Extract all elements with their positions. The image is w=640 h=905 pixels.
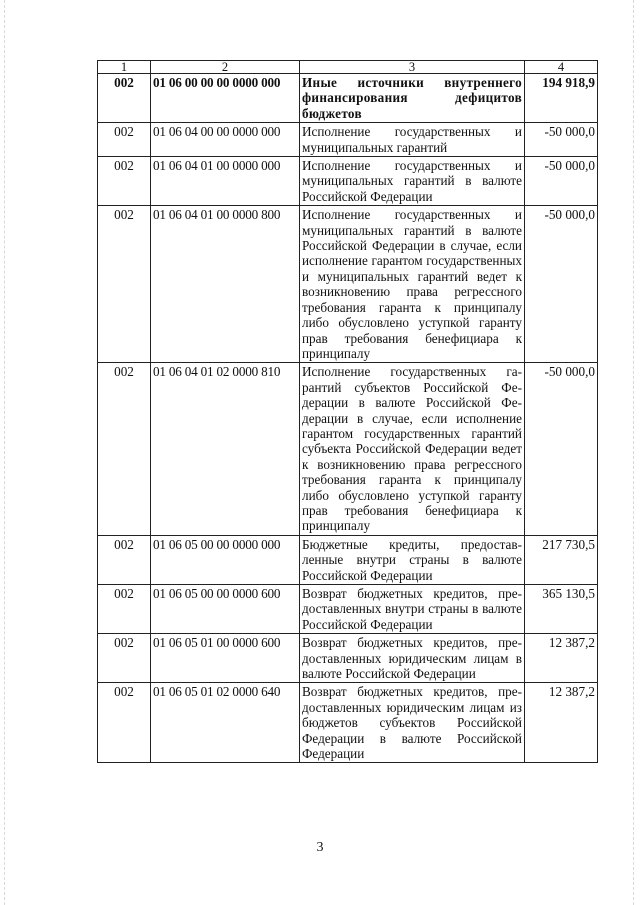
source-name-cell: Возврат бюджетных кредитов, предоставленных юридическим лицам из бюджетов субъектов Российской Федерации в валюте Российской Федерации <box>300 683 525 763</box>
source-code-cell: 01 06 05 01 00 0000 600 <box>151 634 300 683</box>
source-code-cell: 01 06 04 00 00 0000 000 <box>151 123 300 157</box>
amount-cell: -50 000,0 <box>525 123 598 157</box>
admin-code-cell: 002 <box>98 123 151 157</box>
table-row <box>98 157 598 206</box>
table-row <box>98 74 598 123</box>
amount-cell: -50 000,0 <box>525 206 598 363</box>
source-name-cell: Возврат бюджетных кредитов, предоставленных внутри страны в валюте Российской Федерации <box>300 585 525 634</box>
admin-code-cell: 002 <box>98 206 151 363</box>
column-number-2: 2 <box>151 61 300 74</box>
amount-cell: 365 130,5 <box>525 585 598 634</box>
source-code-cell: 01 06 05 00 00 0000 000 <box>151 535 300 584</box>
source-name-cell: Исполнение государственных гарантий субъектов Российской Федерации в валюте Российской Федерации в случае, если исполнение гарантом государственных гарантий субъекта Российской Федерации ведет к возникновению права регрессного требования гаранта к принципалу либо обусловлено уступкой гаранту прав требования бенефициара к принципалу <box>300 363 525 535</box>
table-row <box>98 206 598 363</box>
amount-cell: 12 387,2 <box>525 683 598 763</box>
admin-code-cell: 002 <box>98 585 151 634</box>
source-name-cell: Возврат бюджетных кредитов, предоставленных юридическим лицам в валюте Российской Федерации <box>300 634 525 683</box>
admin-code-cell: 002 <box>98 535 151 584</box>
source-code-cell: 01 06 04 01 00 0000 800 <box>151 206 300 363</box>
table-row <box>98 123 598 157</box>
table-row <box>98 683 598 763</box>
amount-cell: 194 918,9 <box>525 74 598 123</box>
column-number-4: 4 <box>525 61 598 74</box>
admin-code-cell: 002 <box>98 634 151 683</box>
amount-cell: -50 000,0 <box>525 157 598 206</box>
admin-code-cell: 002 <box>98 363 151 535</box>
admin-code-cell: 002 <box>98 74 151 123</box>
amount-cell: -50 000,0 <box>525 363 598 535</box>
admin-code-cell: 002 <box>98 683 151 763</box>
source-name-cell: Исполнение государственных и муниципальных гарантий в валюте Российской Федерации <box>300 157 525 206</box>
page-number: 3 <box>316 840 324 855</box>
column-number-row <box>98 61 598 74</box>
table-row <box>98 585 598 634</box>
source-name-cell: Исполнение государственных и муниципальных гарантий в валюте Российской Федерации в случае, если исполнение гарантом государственных и муниципальных гарантий ведет к возникновению права регрессного требования гаранта к принципалу либо обусловлено уступкой гаранту прав требования бенефициара к принципалу <box>300 206 525 363</box>
column-number-3: 3 <box>300 61 525 74</box>
source-code-cell: 01 06 04 01 00 0000 000 <box>151 157 300 206</box>
budget-sources-table <box>97 60 598 763</box>
source-code-cell: 01 06 05 01 02 0000 640 <box>151 683 300 763</box>
table-body <box>98 74 598 763</box>
page-edge-left <box>4 0 6 905</box>
source-code-cell: 01 06 05 00 00 0000 600 <box>151 585 300 634</box>
amount-cell: 217 730,5 <box>525 535 598 584</box>
admin-code-cell: 002 <box>98 157 151 206</box>
table-row <box>98 634 598 683</box>
source-name-cell: Иные источники внутреннего финансирования дефицитов бюджетов <box>300 74 525 123</box>
source-code-cell: 01 06 00 00 00 0000 000 <box>151 74 300 123</box>
column-number-1: 1 <box>98 61 151 74</box>
source-name-cell: Исполнение государственных и муниципальных гарантий <box>300 123 525 157</box>
source-name-cell: Бюджетные кредиты, предоставленные внутри страны в валюте Российской Федерации <box>300 535 525 584</box>
table-row <box>98 363 598 535</box>
page-edge-right <box>633 0 635 905</box>
amount-cell: 12 387,2 <box>525 634 598 683</box>
source-code-cell: 01 06 04 01 02 0000 810 <box>151 363 300 535</box>
table-row <box>98 535 598 584</box>
